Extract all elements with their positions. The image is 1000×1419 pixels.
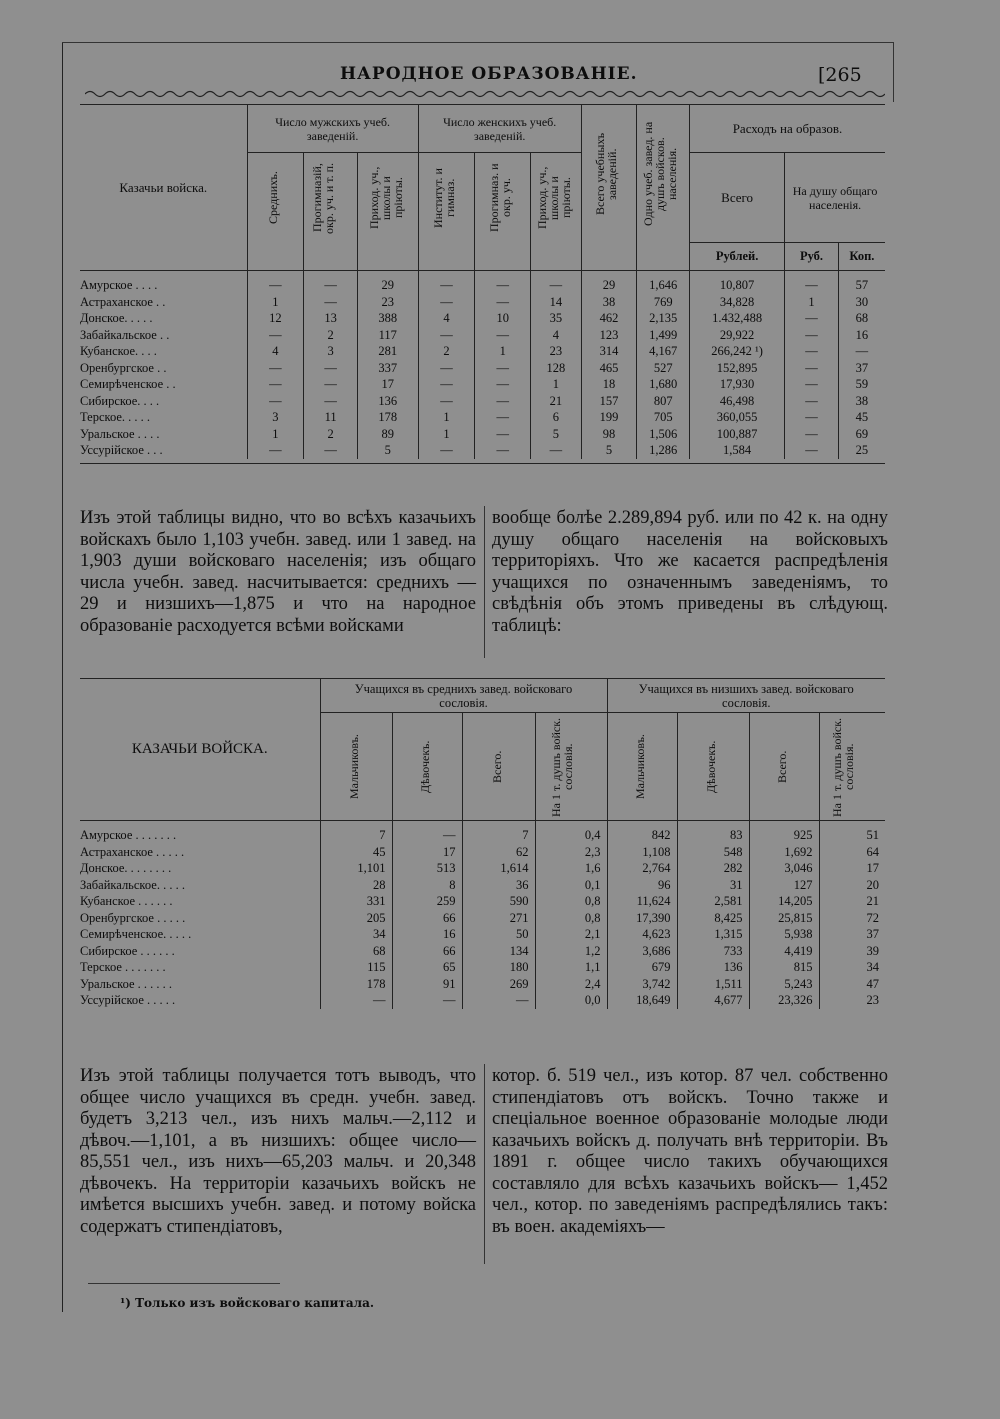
t1-cell-per: 705 bbox=[637, 409, 690, 426]
t1-cell-c2: — bbox=[304, 393, 358, 410]
t2-cell-lp: 39 bbox=[866, 943, 879, 958]
t2-cell-g: 8 bbox=[392, 877, 462, 894]
t1-row bbox=[80, 376, 885, 393]
t2-cell-g: 259 bbox=[392, 893, 462, 910]
paragraph-2-left: Изъ этой таблицы получается тотъ выводъ, что общее число учащихся въ средн. учебн. завед. будетъ 3,213 чел., изъ нихъ мальч.—2,112 и дѣвоч.—1,101, а въ низшихъ: общее число—85,551 чел., изъ нихъ—65,203 мальч. и 20,348 дѣвочекъ. На территоріи казачьихъ войскъ не имѣется высшихъ учебн. завед. и потому войска содержатъ стипендіатовъ, bbox=[80, 1066, 476, 1237]
t2-cell-lg: 733 bbox=[677, 943, 749, 960]
t1-cell-r: — bbox=[785, 360, 839, 377]
t1-cell-c4: — bbox=[418, 376, 475, 393]
t1-cell-total: 123 bbox=[581, 327, 637, 344]
t2-cell-name: Семирѣченское. . . . . bbox=[80, 926, 320, 943]
t2-cell-lg: 282 bbox=[677, 860, 749, 877]
t1-cell-c2: — bbox=[304, 294, 358, 311]
t1-row bbox=[80, 294, 885, 311]
t2-cell-t: 1,614 bbox=[462, 860, 535, 877]
t1-cell-c2: — bbox=[304, 376, 358, 393]
t2-cell-lg: 1,315 bbox=[677, 926, 749, 943]
footnote-rule bbox=[88, 1283, 280, 1284]
t2-cell-b: 1,101 bbox=[320, 860, 392, 877]
t1-cell-total: 465 bbox=[581, 360, 637, 377]
t1-cell-c6: 128 bbox=[531, 360, 582, 377]
t2-cell-t: 590 bbox=[462, 893, 535, 910]
t1-cell-r: — bbox=[785, 426, 839, 443]
t1-cell-r: — bbox=[785, 393, 839, 410]
t1-cell-c6: — bbox=[531, 442, 582, 459]
t2-cell-b: 34 bbox=[320, 926, 392, 943]
t1-cell-total: 98 bbox=[581, 426, 637, 443]
t2-cell-g: — bbox=[392, 821, 462, 844]
t2-row bbox=[80, 877, 885, 894]
t1-cell-name: Уссурійское . . . bbox=[80, 442, 247, 459]
t1-cell-rub: 1,584 bbox=[690, 442, 785, 459]
t1-female-group-header: Число женскихъ учеб. заведеній. bbox=[418, 105, 581, 153]
t2-col-lower-total: Всего. bbox=[775, 750, 789, 783]
t1-cell-c3: 117 bbox=[357, 327, 418, 344]
paragraph-2-right: котор. б. 519 чел., изъ котор. 87 чел. собственно стипендіатовъ отъ войскъ. Точно также и спеціальное военное образованіе молодые люди казачьихъ войскъ д. получать внѣ территоріи. Въ 1891 г. общее число такихъ обучающихся составляло для всѣхъ казачьихъ войскъ— 1,452 чел., котор. по заведеніямъ распредѣлялись такъ: въ воен. академіяхъ— bbox=[492, 1066, 888, 1237]
t1-col-male-parish: Приход. уч., школы и пріюты. bbox=[366, 166, 405, 229]
t1-cell-c1: 4 bbox=[247, 343, 304, 360]
t2-cell-p: 0,0 bbox=[535, 992, 607, 1009]
t1-cell-c2: 2 bbox=[304, 327, 358, 344]
t2-col-lower-girls: Дѣвочекъ. bbox=[704, 740, 718, 793]
t1-cell-name: Амурское . . . . bbox=[80, 271, 247, 294]
t2-cell-lp: 34 bbox=[866, 960, 879, 975]
t2-row bbox=[80, 844, 885, 861]
t2-row bbox=[80, 959, 885, 976]
t1-cell-r: — bbox=[785, 271, 839, 294]
t2-cell-name: Амурское . . . . . . . bbox=[80, 821, 320, 844]
t1-cell-c3: 281 bbox=[357, 343, 418, 360]
t1-cell-k: 38 bbox=[855, 393, 869, 408]
t1-cell-c5: — bbox=[475, 271, 531, 294]
t1-cell-k: 25 bbox=[855, 443, 869, 458]
t2-cell-lt: 4,419 bbox=[749, 943, 819, 960]
t1-cell-c5: — bbox=[475, 442, 531, 459]
t2-cell-lg: 8,425 bbox=[677, 910, 749, 927]
t2-cell-name: Оренбургское . . . . . bbox=[80, 910, 320, 927]
t1-cell-c2: — bbox=[304, 442, 358, 459]
t1-cell-k: 16 bbox=[855, 327, 869, 342]
t2-cell-b: 331 bbox=[320, 893, 392, 910]
t1-cell-c5: — bbox=[475, 409, 531, 426]
t2-cell-g: 66 bbox=[392, 943, 462, 960]
t1-cell-k: 69 bbox=[855, 426, 869, 441]
t1-cell-c3: 5 bbox=[357, 442, 418, 459]
t1-cell-c1: 3 bbox=[247, 409, 304, 426]
t2-col-lower-boys: Мальчиковъ. bbox=[633, 734, 647, 799]
t2-secondary-group-header: Учащихся въ среднихъ завед. войсковаго сословія. bbox=[320, 679, 607, 713]
t1-cell-c4: — bbox=[418, 442, 475, 459]
t2-row bbox=[80, 910, 885, 927]
t1-cell-c1: 12 bbox=[247, 310, 304, 327]
t1-cell-name: Астраханское . . bbox=[80, 294, 247, 311]
t1-cell-name: Семирѣченское . . bbox=[80, 376, 247, 393]
t2-col-per: На 1 т. душъ войск. сословія. bbox=[549, 716, 575, 817]
t1-expense-group-header: Расходъ на образов. bbox=[690, 105, 885, 153]
t1-row bbox=[80, 343, 885, 360]
t1-cell-r: — bbox=[785, 327, 839, 344]
t1-cell-c6: 35 bbox=[531, 310, 582, 327]
t1-cell-c2: 2 bbox=[304, 426, 358, 443]
t2-cell-b: 45 bbox=[320, 844, 392, 861]
t1-cell-name: Сибирское. . . . bbox=[80, 393, 247, 410]
t1-cell-per: 769 bbox=[637, 294, 690, 311]
t2-cell-b: 7 bbox=[320, 821, 392, 844]
t1-cell-name: Оренбургское . . bbox=[80, 360, 247, 377]
t1-cell-name: Кубанское. . . . bbox=[80, 343, 247, 360]
t1-cell-c1: — bbox=[247, 393, 304, 410]
t2-cell-lb: 2,764 bbox=[607, 860, 677, 877]
t2-col-girls: Дѣвочекъ. bbox=[418, 740, 432, 793]
t1-cell-c5: — bbox=[475, 376, 531, 393]
t1-cell-c4: — bbox=[418, 393, 475, 410]
t1-cell-c5: — bbox=[475, 426, 531, 443]
t2-cell-lt: 3,046 bbox=[749, 860, 819, 877]
t2-cell-t: 269 bbox=[462, 976, 535, 993]
t2-cell-lb: 11,624 bbox=[607, 893, 677, 910]
t2-cell-g: 66 bbox=[392, 910, 462, 927]
t2-cell-g: 513 bbox=[392, 860, 462, 877]
t2-cell-lp: 20 bbox=[866, 877, 879, 892]
t1-unit-rub: Руб. bbox=[785, 243, 839, 271]
t1-cell-k: 68 bbox=[855, 311, 869, 326]
t2-row bbox=[80, 821, 885, 844]
t1-cell-per: 527 bbox=[637, 360, 690, 377]
t1-expense-total-header: Всего bbox=[690, 153, 785, 243]
t2-cell-lg: 31 bbox=[677, 877, 749, 894]
t2-cell-lg: 1,511 bbox=[677, 976, 749, 993]
t1-cell-c1: 1 bbox=[247, 294, 304, 311]
t2-cell-b: 115 bbox=[320, 959, 392, 976]
t1-cell-c3: 29 bbox=[357, 271, 418, 294]
page-border-top bbox=[62, 42, 894, 43]
t1-unit-rubles: Рублей. bbox=[690, 243, 785, 271]
t1-row bbox=[80, 409, 885, 426]
t2-cell-lb: 3,742 bbox=[607, 976, 677, 993]
t2-cell-lp: 37 bbox=[866, 927, 879, 942]
t1-cell-r: — bbox=[785, 310, 839, 327]
t1-row bbox=[80, 310, 885, 327]
t1-cell-c6: 5 bbox=[531, 426, 582, 443]
t1-cell-r: 1 bbox=[785, 294, 839, 311]
t1-cell-c1: — bbox=[247, 360, 304, 377]
t1-cell-c1: — bbox=[247, 327, 304, 344]
t1-cell-k: — bbox=[855, 344, 869, 359]
t1-cell-c2: 3 bbox=[304, 343, 358, 360]
t2-cell-lp: 64 bbox=[866, 844, 879, 859]
t2-cell-p: 0,1 bbox=[535, 877, 607, 894]
t2-cell-name: Уральское . . . . . . bbox=[80, 976, 320, 993]
t2-cell-lb: 679 bbox=[607, 959, 677, 976]
t2-row bbox=[80, 893, 885, 910]
t1-cell-c3: 388 bbox=[357, 310, 418, 327]
t2-cell-lt: 5,243 bbox=[749, 976, 819, 993]
t2-lower-group-header: Учащихся въ низшихъ завед. войсковаго сословія. bbox=[607, 679, 885, 713]
t1-expense-per-soul-header: На душу общаго населенія. bbox=[792, 183, 878, 212]
t1-cell-total: 18 bbox=[581, 376, 637, 393]
t1-col-total-header: Всего учебныхъ заведеній. bbox=[593, 132, 620, 215]
t1-cell-c1: 1 bbox=[247, 426, 304, 443]
t1-cell-c3: 178 bbox=[357, 409, 418, 426]
t2-cell-t: 180 bbox=[462, 959, 535, 976]
t1-unit-kop: Коп. bbox=[838, 243, 885, 271]
t2-cell-lt: 14,205 bbox=[749, 893, 819, 910]
t1-cell-per: 2,135 bbox=[637, 310, 690, 327]
page-number: [265 bbox=[818, 64, 862, 86]
page-border-left bbox=[62, 42, 63, 1312]
t2-cell-p: 1,6 bbox=[535, 860, 607, 877]
t2-col-boys: Мальчиковъ. bbox=[347, 734, 361, 799]
t1-row bbox=[80, 426, 885, 443]
t2-cell-g: — bbox=[392, 992, 462, 1009]
t2-cell-lp: 47 bbox=[866, 976, 879, 991]
t2-cell-lb: 3,686 bbox=[607, 943, 677, 960]
t2-cell-name: Астраханское . . . . . bbox=[80, 844, 320, 861]
column-divider-1 bbox=[484, 506, 485, 658]
t2-cell-lg: 2,581 bbox=[677, 893, 749, 910]
t2-row bbox=[80, 860, 885, 877]
t2-cell-lg: 548 bbox=[677, 844, 749, 861]
t1-cell-k: 59 bbox=[855, 377, 869, 392]
t1-cell-per: 1,499 bbox=[637, 327, 690, 344]
t1-cell-k: 57 bbox=[855, 278, 869, 293]
t1-cell-c5: — bbox=[475, 294, 531, 311]
t2-cell-t: 134 bbox=[462, 943, 535, 960]
t1-cell-c6: — bbox=[531, 271, 582, 294]
t2-cell-t: 36 bbox=[462, 877, 535, 894]
t2-row bbox=[80, 992, 885, 1009]
t1-cell-r: — bbox=[785, 442, 839, 459]
header-wavy-rule bbox=[85, 89, 885, 99]
t2-cell-p: 2,3 bbox=[535, 844, 607, 861]
students-table bbox=[80, 678, 885, 1009]
t1-cell-rub: 46,498 bbox=[690, 393, 785, 410]
t2-cell-b: 205 bbox=[320, 910, 392, 927]
t1-cell-c4: — bbox=[418, 271, 475, 294]
t1-row bbox=[80, 360, 885, 377]
page-border-right bbox=[893, 42, 894, 102]
t2-cell-lb: 96 bbox=[607, 877, 677, 894]
t2-cell-g: 91 bbox=[392, 976, 462, 993]
t1-cell-c3: 23 bbox=[357, 294, 418, 311]
t2-cell-t: 50 bbox=[462, 926, 535, 943]
t1-cell-c4: — bbox=[418, 327, 475, 344]
t1-bottom-rule bbox=[80, 459, 885, 464]
t2-cell-t: 62 bbox=[462, 844, 535, 861]
t2-cell-p: 2,1 bbox=[535, 926, 607, 943]
t1-cell-c2: 11 bbox=[304, 409, 358, 426]
t2-col-total: Всего. bbox=[489, 750, 504, 783]
t1-cell-c1: — bbox=[247, 442, 304, 459]
t2-cell-b: — bbox=[320, 992, 392, 1009]
t2-cell-g: 65 bbox=[392, 959, 462, 976]
t1-cell-name: Донское. . . . . bbox=[80, 310, 247, 327]
t2-cell-name: Терское . . . . . . . bbox=[80, 959, 320, 976]
t1-cell-c3: 89 bbox=[357, 426, 418, 443]
t2-cell-t: 271 bbox=[462, 910, 535, 927]
t1-cell-c6: 21 bbox=[531, 393, 582, 410]
t2-cell-p: 0,8 bbox=[535, 910, 607, 927]
schools-table bbox=[80, 104, 885, 464]
t1-cell-total: 38 bbox=[581, 294, 637, 311]
t2-cell-lb: 4,623 bbox=[607, 926, 677, 943]
t1-cell-c2: 13 bbox=[304, 310, 358, 327]
t1-cell-rub: 34,828 bbox=[690, 294, 785, 311]
t2-row bbox=[80, 943, 885, 960]
paragraph-1-left: Изъ этой таблицы видно, что во всѣхъ казачьихъ войскахъ было 1,103 учебн. завед. или 1 завед. на 1,903 души войсковаго населенія; изъ общаго числа учебн. завед. насчитывается: среднихъ — 29 и низшихъ—1,875 и что на народное образованіе расходуется всѣми войсками bbox=[80, 508, 476, 636]
t1-cell-c6: 1 bbox=[531, 376, 582, 393]
t1-cell-total: 29 bbox=[581, 271, 637, 294]
t1-cell-name: Забайкальское . . bbox=[80, 327, 247, 344]
t2-cell-lb: 1,108 bbox=[607, 844, 677, 861]
t1-row bbox=[80, 327, 885, 344]
t1-cell-k: 45 bbox=[855, 410, 869, 425]
t1-cell-per: 1,506 bbox=[637, 426, 690, 443]
t1-cell-rub: 17,930 bbox=[690, 376, 785, 393]
t1-cell-c4: 1 bbox=[418, 409, 475, 426]
t1-male-group-header: Число мужскихъ учеб. заведеній. bbox=[247, 105, 418, 153]
t1-cell-rub: 29,922 bbox=[690, 327, 785, 344]
t2-cell-name: Кубанское . . . . . . bbox=[80, 893, 320, 910]
t2-cell-lg: 83 bbox=[677, 821, 749, 844]
t2-cell-p: 2,4 bbox=[535, 976, 607, 993]
t1-cell-per: 1,680 bbox=[637, 376, 690, 393]
t1-cell-rub: 266,242 ¹) bbox=[690, 343, 785, 360]
t1-col-female-progymn: Прогимназ. и окр. уч. bbox=[486, 163, 513, 233]
t1-col-male-secondary: Среднихъ. bbox=[266, 171, 281, 225]
t1-cell-c5: — bbox=[475, 327, 531, 344]
t1-cell-rub: 360,055 bbox=[690, 409, 785, 426]
t2-cell-b: 178 bbox=[320, 976, 392, 993]
t2-cell-lb: 17,390 bbox=[607, 910, 677, 927]
t1-cell-c6: 14 bbox=[531, 294, 582, 311]
t2-col-lower-per: На 1 т. душъ войск. сословія. bbox=[830, 716, 857, 817]
t1-cell-rub: 1.432,488 bbox=[690, 310, 785, 327]
t2-corner-header: КАЗАЧЬИ ВОЙСКА. bbox=[80, 679, 320, 821]
t1-cell-c4: — bbox=[418, 294, 475, 311]
t1-corner-header: Казачьи войска. bbox=[80, 105, 247, 271]
t2-cell-lp: 72 bbox=[866, 910, 879, 925]
t2-cell-lt: 1,692 bbox=[749, 844, 819, 861]
t1-cell-total: 314 bbox=[581, 343, 637, 360]
t1-col-per-souls-header: Одно учеб. завед. на душъ войсков. населенія. bbox=[641, 121, 680, 226]
t2-cell-lb: 18,649 bbox=[607, 992, 677, 1009]
t1-cell-c4: 2 bbox=[418, 343, 475, 360]
t2-cell-t: 7 bbox=[462, 821, 535, 844]
t2-cell-name: Донское. . . . . . . . bbox=[80, 860, 320, 877]
t1-cell-c3: 136 bbox=[357, 393, 418, 410]
t1-cell-per: 4,167 bbox=[637, 343, 690, 360]
t2-cell-lp: 21 bbox=[866, 894, 879, 909]
t1-cell-c3: 17 bbox=[357, 376, 418, 393]
footnote: ¹) Только изъ войсковаго капитала. bbox=[120, 1296, 375, 1310]
t1-col-female-parish: Приход. уч., школы и пріюты. bbox=[534, 166, 573, 229]
t2-cell-name: Забайкальское. . . . . bbox=[80, 877, 320, 894]
t2-cell-g: 17 bbox=[392, 844, 462, 861]
t2-row bbox=[80, 926, 885, 943]
t1-cell-c2: — bbox=[304, 271, 358, 294]
t2-cell-lt: 127 bbox=[749, 877, 819, 894]
t1-cell-total: 5 bbox=[581, 442, 637, 459]
t1-cell-c6: 4 bbox=[531, 327, 582, 344]
t1-cell-per: 1,646 bbox=[637, 271, 690, 294]
t1-cell-r: — bbox=[785, 376, 839, 393]
t2-row bbox=[80, 976, 885, 993]
t2-cell-lt: 23,326 bbox=[749, 992, 819, 1009]
t2-cell-lt: 815 bbox=[749, 959, 819, 976]
paragraph-1-right: вообще болѣе 2.289,894 руб. или по 42 к. на одну душу общаго населенія на войсковыхъ территоріяхъ. Что же касается распредѣленія учащихся по означеннымъ заведеніямъ, то свѣдѣнія объ этомъ приведены въ слѣдующ. таблицѣ: bbox=[492, 508, 888, 636]
t1-cell-rub: 100,887 bbox=[690, 426, 785, 443]
t2-cell-name: Уссурійское . . . . . bbox=[80, 992, 320, 1009]
t1-cell-per: 807 bbox=[637, 393, 690, 410]
t2-cell-lg: 136 bbox=[677, 959, 749, 976]
t2-cell-t: — bbox=[462, 992, 535, 1009]
t2-cell-p: 1,1 bbox=[535, 959, 607, 976]
t2-cell-p: 0,4 bbox=[535, 821, 607, 844]
t1-cell-r: — bbox=[785, 343, 839, 360]
t2-cell-lp: 51 bbox=[866, 828, 879, 843]
t1-cell-c5: — bbox=[475, 393, 531, 410]
page-header-title: НАРОДНОЕ ОБРАЗОВАНІЕ. bbox=[340, 64, 638, 84]
t1-cell-r: — bbox=[785, 409, 839, 426]
t2-cell-b: 28 bbox=[320, 877, 392, 894]
t1-cell-total: 157 bbox=[581, 393, 637, 410]
t1-col-male-progymn: Прогимназій, окр. уч. и т. п. bbox=[309, 162, 336, 234]
t1-cell-c4: 1 bbox=[418, 426, 475, 443]
t2-cell-name: Сибирское . . . . . . bbox=[80, 943, 320, 960]
t1-cell-c3: 337 bbox=[357, 360, 418, 377]
t1-cell-c5: 10 bbox=[475, 310, 531, 327]
t1-cell-k: 30 bbox=[855, 294, 869, 309]
t1-cell-c5: — bbox=[475, 360, 531, 377]
t1-cell-name: Уральское . . . . bbox=[80, 426, 247, 443]
t2-cell-lt: 25,815 bbox=[749, 910, 819, 927]
t1-row bbox=[80, 393, 885, 410]
t1-cell-c6: 23 bbox=[531, 343, 582, 360]
t2-cell-p: 1,2 bbox=[535, 943, 607, 960]
t2-cell-p: 0,8 bbox=[535, 893, 607, 910]
t2-cell-lt: 5,938 bbox=[749, 926, 819, 943]
t1-cell-c5: 1 bbox=[475, 343, 531, 360]
t1-col-female-inst: Институт. и гимназ. bbox=[430, 167, 457, 228]
t1-row bbox=[80, 271, 885, 294]
t2-cell-g: 16 bbox=[392, 926, 462, 943]
t1-cell-c6: 6 bbox=[531, 409, 582, 426]
t1-cell-c2: — bbox=[304, 360, 358, 377]
t1-cell-per: 1,286 bbox=[637, 442, 690, 459]
t1-cell-total: 462 bbox=[581, 310, 637, 327]
t1-cell-rub: 10,807 bbox=[690, 271, 785, 294]
t1-cell-k: 37 bbox=[855, 360, 869, 375]
column-divider-2 bbox=[484, 1064, 485, 1264]
t1-cell-total: 199 bbox=[581, 409, 637, 426]
t2-cell-lp: 23 bbox=[866, 993, 879, 1008]
t2-cell-b: 68 bbox=[320, 943, 392, 960]
t2-cell-lg: 4,677 bbox=[677, 992, 749, 1009]
t2-cell-lp: 17 bbox=[866, 861, 879, 876]
t1-cell-c4: — bbox=[418, 360, 475, 377]
t1-row bbox=[80, 442, 885, 459]
t1-cell-name: Терское. . . . . bbox=[80, 409, 247, 426]
t2-cell-lt: 925 bbox=[749, 821, 819, 844]
t1-cell-rub: 152,895 bbox=[690, 360, 785, 377]
t1-cell-c1: — bbox=[247, 271, 304, 294]
t2-cell-lb: 842 bbox=[607, 821, 677, 844]
t1-cell-c4: 4 bbox=[418, 310, 475, 327]
t1-cell-c1: — bbox=[247, 376, 304, 393]
